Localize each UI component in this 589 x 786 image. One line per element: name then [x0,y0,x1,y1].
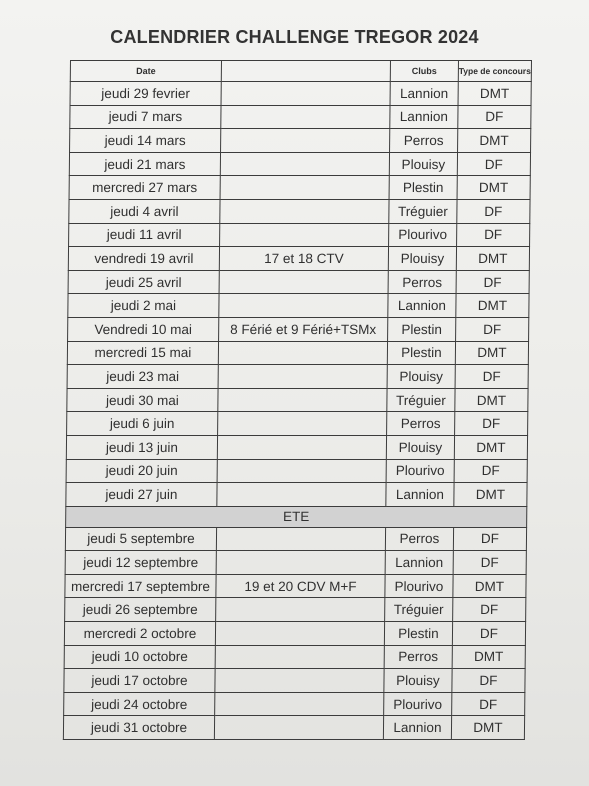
cell-type: DF [455,365,528,389]
cell-club: Lannion [390,82,458,106]
cell-club: Perros [387,412,455,436]
cell-date: jeudi 30 mai [67,388,218,412]
table-row [67,365,528,389]
cell-note [221,105,390,129]
cell-type: DF [452,622,525,646]
cell-club: Lannion [385,551,453,575]
table-row [68,270,529,294]
cell-date: mercredi 2 octobre [64,622,215,646]
cell-type: DMT [456,294,529,318]
cell-date: jeudi 14 mars [70,129,221,153]
cell-note [219,270,388,294]
table-row [66,459,527,483]
table-row [66,483,527,507]
table-row [64,622,525,646]
cell-club: Plestin [388,317,456,341]
cell-type: DMT [452,645,525,669]
cell-note [221,129,390,153]
cell-club: Plestin [389,176,457,200]
cell-note [215,669,384,693]
cell-club: Plouisy [384,669,452,693]
cell-type: DF [458,105,531,129]
cell-date: jeudi 29 fevrier [70,82,221,106]
cell-note [218,412,387,436]
cell-club: Lannion [388,294,456,318]
cell-club: Plestin [387,341,455,365]
separator-label: ETE [66,506,527,527]
cell-date: jeudi 31 octobre [63,716,214,740]
cell-club: Plourivo [386,459,454,483]
table-row [64,669,525,693]
cell-club: Perros [390,129,458,153]
cell-note [215,692,384,716]
table-row [69,176,530,200]
cell-note [215,622,384,646]
cell-club: Perros [385,527,453,551]
table-body-second [63,527,526,739]
cell-type: DF [452,669,525,693]
cell-date: jeudi 4 avril [69,199,220,223]
cell-note [220,223,389,247]
cell-date: jeudi 24 octobre [64,692,215,716]
cell-note [218,388,387,412]
cell-type: DMT [451,716,524,740]
table-row [64,645,525,669]
table-row [67,341,528,365]
cell-note [216,527,385,551]
cell-club: Lannion [386,483,454,507]
cell-club: Tréguier [389,199,457,223]
cell-type: DF [454,459,527,483]
cell-date: jeudi 26 septembre [65,598,216,622]
cell-date: mercredi 17 septembre [65,574,216,598]
cell-club: Perros [388,270,456,294]
cell-type: DMT [458,82,531,106]
cell-date: jeudi 7 mars [70,105,221,129]
cell-note: 19 et 20 CDV M+F [216,574,385,598]
calendar-table [63,60,532,740]
cell-date: jeudi 10 octobre [64,645,215,669]
cell-date: jeudi 5 septembre [65,527,216,551]
cell-date: jeudi 11 avril [69,223,220,247]
cell-type: DMT [457,129,530,153]
cell-date: jeudi 13 juin [66,435,217,459]
cell-date: jeudi 23 mai [67,365,218,389]
table-row [70,129,531,153]
cell-type: DMT [457,176,530,200]
cell-date: jeudi 20 juin [66,459,217,483]
cell-note [215,645,384,669]
table-row [64,692,525,716]
cell-type: DF [457,199,530,223]
cell-club: Plourivo [389,223,457,247]
table-row [63,716,524,740]
cell-note [221,82,390,106]
table-header-row [70,61,531,82]
table-row [70,105,531,129]
cell-type: DF [456,270,529,294]
cell-type: DF [456,223,529,247]
cell-note [220,152,389,176]
table-row [69,199,530,223]
header-date: Date [70,61,221,82]
cell-note [218,341,387,365]
table-row [67,412,528,436]
cell-note [220,199,389,223]
table-row [69,152,530,176]
cell-club: Plouisy [387,365,455,389]
cell-date: mercredi 27 mars [69,176,220,200]
header-clubs: Clubs [390,61,458,82]
cell-date: jeudi 17 octobre [64,669,215,693]
cell-type: DMT [453,574,526,598]
cell-date: jeudi 12 septembre [65,551,216,575]
cell-type: DF [453,551,526,575]
table-row [68,317,529,341]
cell-type: DMT [456,247,529,271]
cell-type: DF [454,412,527,436]
table-row [66,435,527,459]
table-separator [66,506,527,527]
cell-type: DMT [454,483,527,507]
table-row [67,388,528,412]
cell-club: Plestin [384,622,452,646]
cell-note [220,176,389,200]
separator-row [66,506,527,527]
cell-note [217,459,386,483]
cell-note: 8 Férié et 9 Férié+TSMx [219,317,388,341]
table-row [68,247,529,271]
cell-note [216,551,385,575]
cell-date: vendredi 19 avril [68,247,219,271]
cell-type: DF [455,317,528,341]
cell-note [219,294,388,318]
cell-date: jeudi 2 mai [68,294,219,318]
table-row [65,551,526,575]
cell-club: Lannion [390,105,458,129]
cell-type: DF [453,527,526,551]
cell-note [214,716,383,740]
cell-type: DF [452,692,525,716]
header-note [221,61,390,82]
table-row [69,223,530,247]
table-row [65,598,526,622]
table-row [65,527,526,551]
cell-club: Perros [384,645,452,669]
cell-type: DF [457,152,530,176]
cell-club: Tréguier [385,598,453,622]
cell-club: Plouisy [386,435,454,459]
page-title: CALENDRIER CHALLENGE TREGOR 2024 [110,27,479,47]
cell-club: Tréguier [387,388,455,412]
table-row [70,82,531,106]
cell-note: 17 et 18 CTV [219,247,388,271]
table-row [68,294,529,318]
cell-type: DMT [455,388,528,412]
cell-note [217,435,386,459]
cell-club: Plourivo [385,574,453,598]
cell-club: Plouisy [388,247,456,271]
cell-note [216,598,385,622]
cell-type: DF [452,598,525,622]
cell-date: jeudi 21 mars [69,152,220,176]
table-body-first [66,82,531,507]
cell-date: mercredi 15 mai [67,341,218,365]
header-type: Type de concours [458,61,531,82]
cell-date: jeudi 27 juin [66,483,217,507]
cell-type: DMT [454,435,527,459]
cell-type: DMT [455,341,528,365]
table-row [65,574,526,598]
cell-date: jeudi 6 juin [67,412,218,436]
cell-date: Vendredi 10 mai [68,317,219,341]
cell-club: Plourivo [384,692,452,716]
cell-club: Lannion [383,716,451,740]
cell-date: jeudi 25 avril [68,270,219,294]
cell-club: Plouisy [389,152,457,176]
cell-note [217,483,386,507]
cell-note [218,365,387,389]
